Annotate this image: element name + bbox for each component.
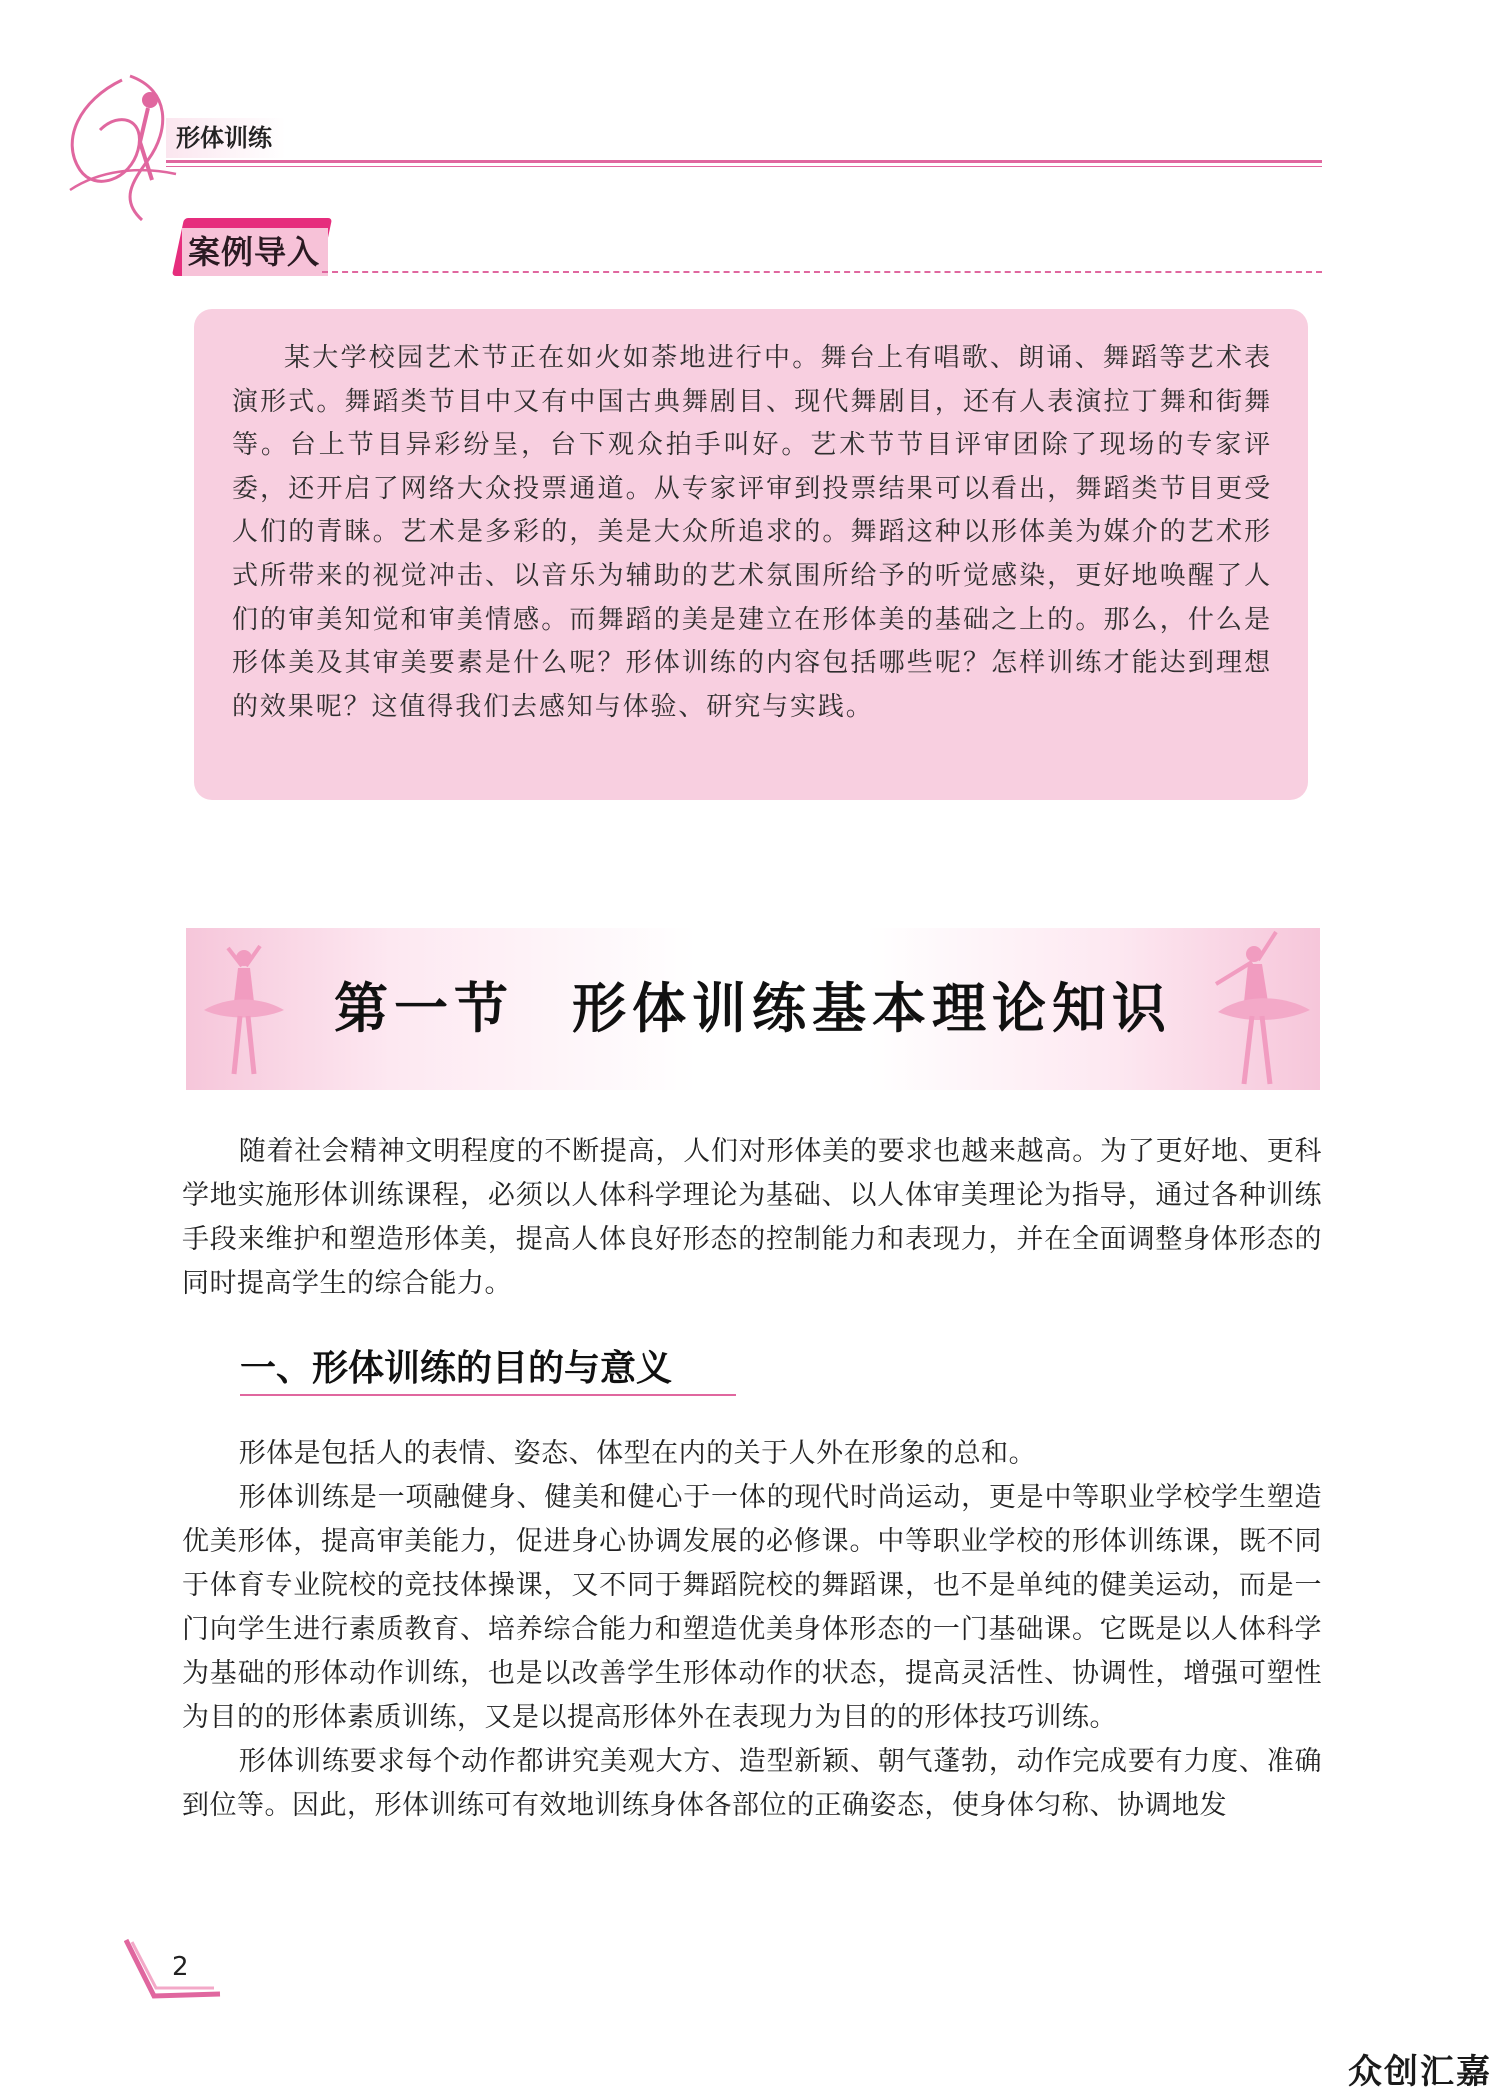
subsection-body [182,1432,1322,1828]
page-number: 2 [172,1952,189,1982]
intro-paragraph: 随着社会精神文明程度的不断提高，人们对形体美的要求也越来越高。为了更好地、更科学地实施形体训练课程，必须以人体科学理论为基础、以人体审美理论为指导，通过各种训练手段来维护和塑造形体美，提高人体良好形态的控制能力和表现力，并在全面调整身体形态的同时提高学生的综合能力。 [182,1136,1322,1299]
body-paragraph: 形体是包括人的表情、姿态、体型在内的关于人外在形象的总和。 [238,1438,1037,1469]
case-intro-text: 某大学校园艺术节正在如火如荼地进行中。舞台上有唱歌、朗诵、舞蹈等艺术表演形式。舞蹈类节目中又有中国古典舞剧目、现代舞剧目，还有人表演拉丁舞和街舞等。台上节目异彩纷呈，台下观众拍手叫好。艺术节节目评审团除了现场的专家评委，还开启了网络大众投票通道。从专家评审到投票结果可以看出，舞蹈类节目更受人们的青睐。艺术是多彩的，美是大众所追求的。舞蹈这种以形体美为媒介的艺术形式所带来的视觉冲击、以音乐为辅助的艺术氛围所给予的听觉感染，更好地唤醒了人们的审美知觉和审美情感。而舞蹈的美是建立在形体美的基础之上的。那么，什么是形体美及其审美要素是什么呢？形体训练的内容包括哪些呢？怎样训练才能达到理想的效果呢？这值得我们去感知与体验、研究与实践。 [232,343,1272,722]
case-intro-dashed-rule [322,271,1322,273]
body-paragraph: 形体训练要求每个动作都讲究美观大方、造型新颖、朝气蓬勃，动作完成要有力度、准确到位等。因此，形体训练可有效地训练身体各部位的正确姿态，使身体匀称、协调地发 [182,1746,1322,1821]
body-paragraph: 形体训练是一项融健身、健美和健心于一体的现代时尚运动，更是中等职业学校学生塑造优美形体，提高审美能力，促进身心协调发展的必修课。中等职业学校的形体训练课，既不同于体育专业院校的竞技体操课，又不同于舞蹈院校的舞蹈课，也不是单纯的健美运动，而是一门向学生进行素质教育、培养综合能力和塑造优美身体形态的一门基础课。它既是以人体科学为基础的形体动作训练，也是以改善学生形体动作的状态，提高灵活性、协调性，增强可塑性为目的的形体素质训练，又是以提高形体外在表现力为目的的形体技巧训练。 [182,1482,1322,1733]
header-rule-thin [166,166,1322,167]
section-number: 第一节 [334,977,514,1040]
section-title [186,928,1320,1090]
dancer-logo-icon [60,70,180,230]
section-title-text: 形体训练基本理论知识 [572,977,1172,1040]
watermark: 众创汇嘉 [1348,2052,1492,2092]
subsection-underline [240,1394,736,1396]
case-intro-box [194,309,1308,800]
header-rule [166,160,1322,163]
header-title: 形体训练 [166,118,286,158]
case-intro-label: 案例导入 [182,228,328,276]
subsection-heading: 一、形体训练的目的与意义 [240,1348,673,1389]
